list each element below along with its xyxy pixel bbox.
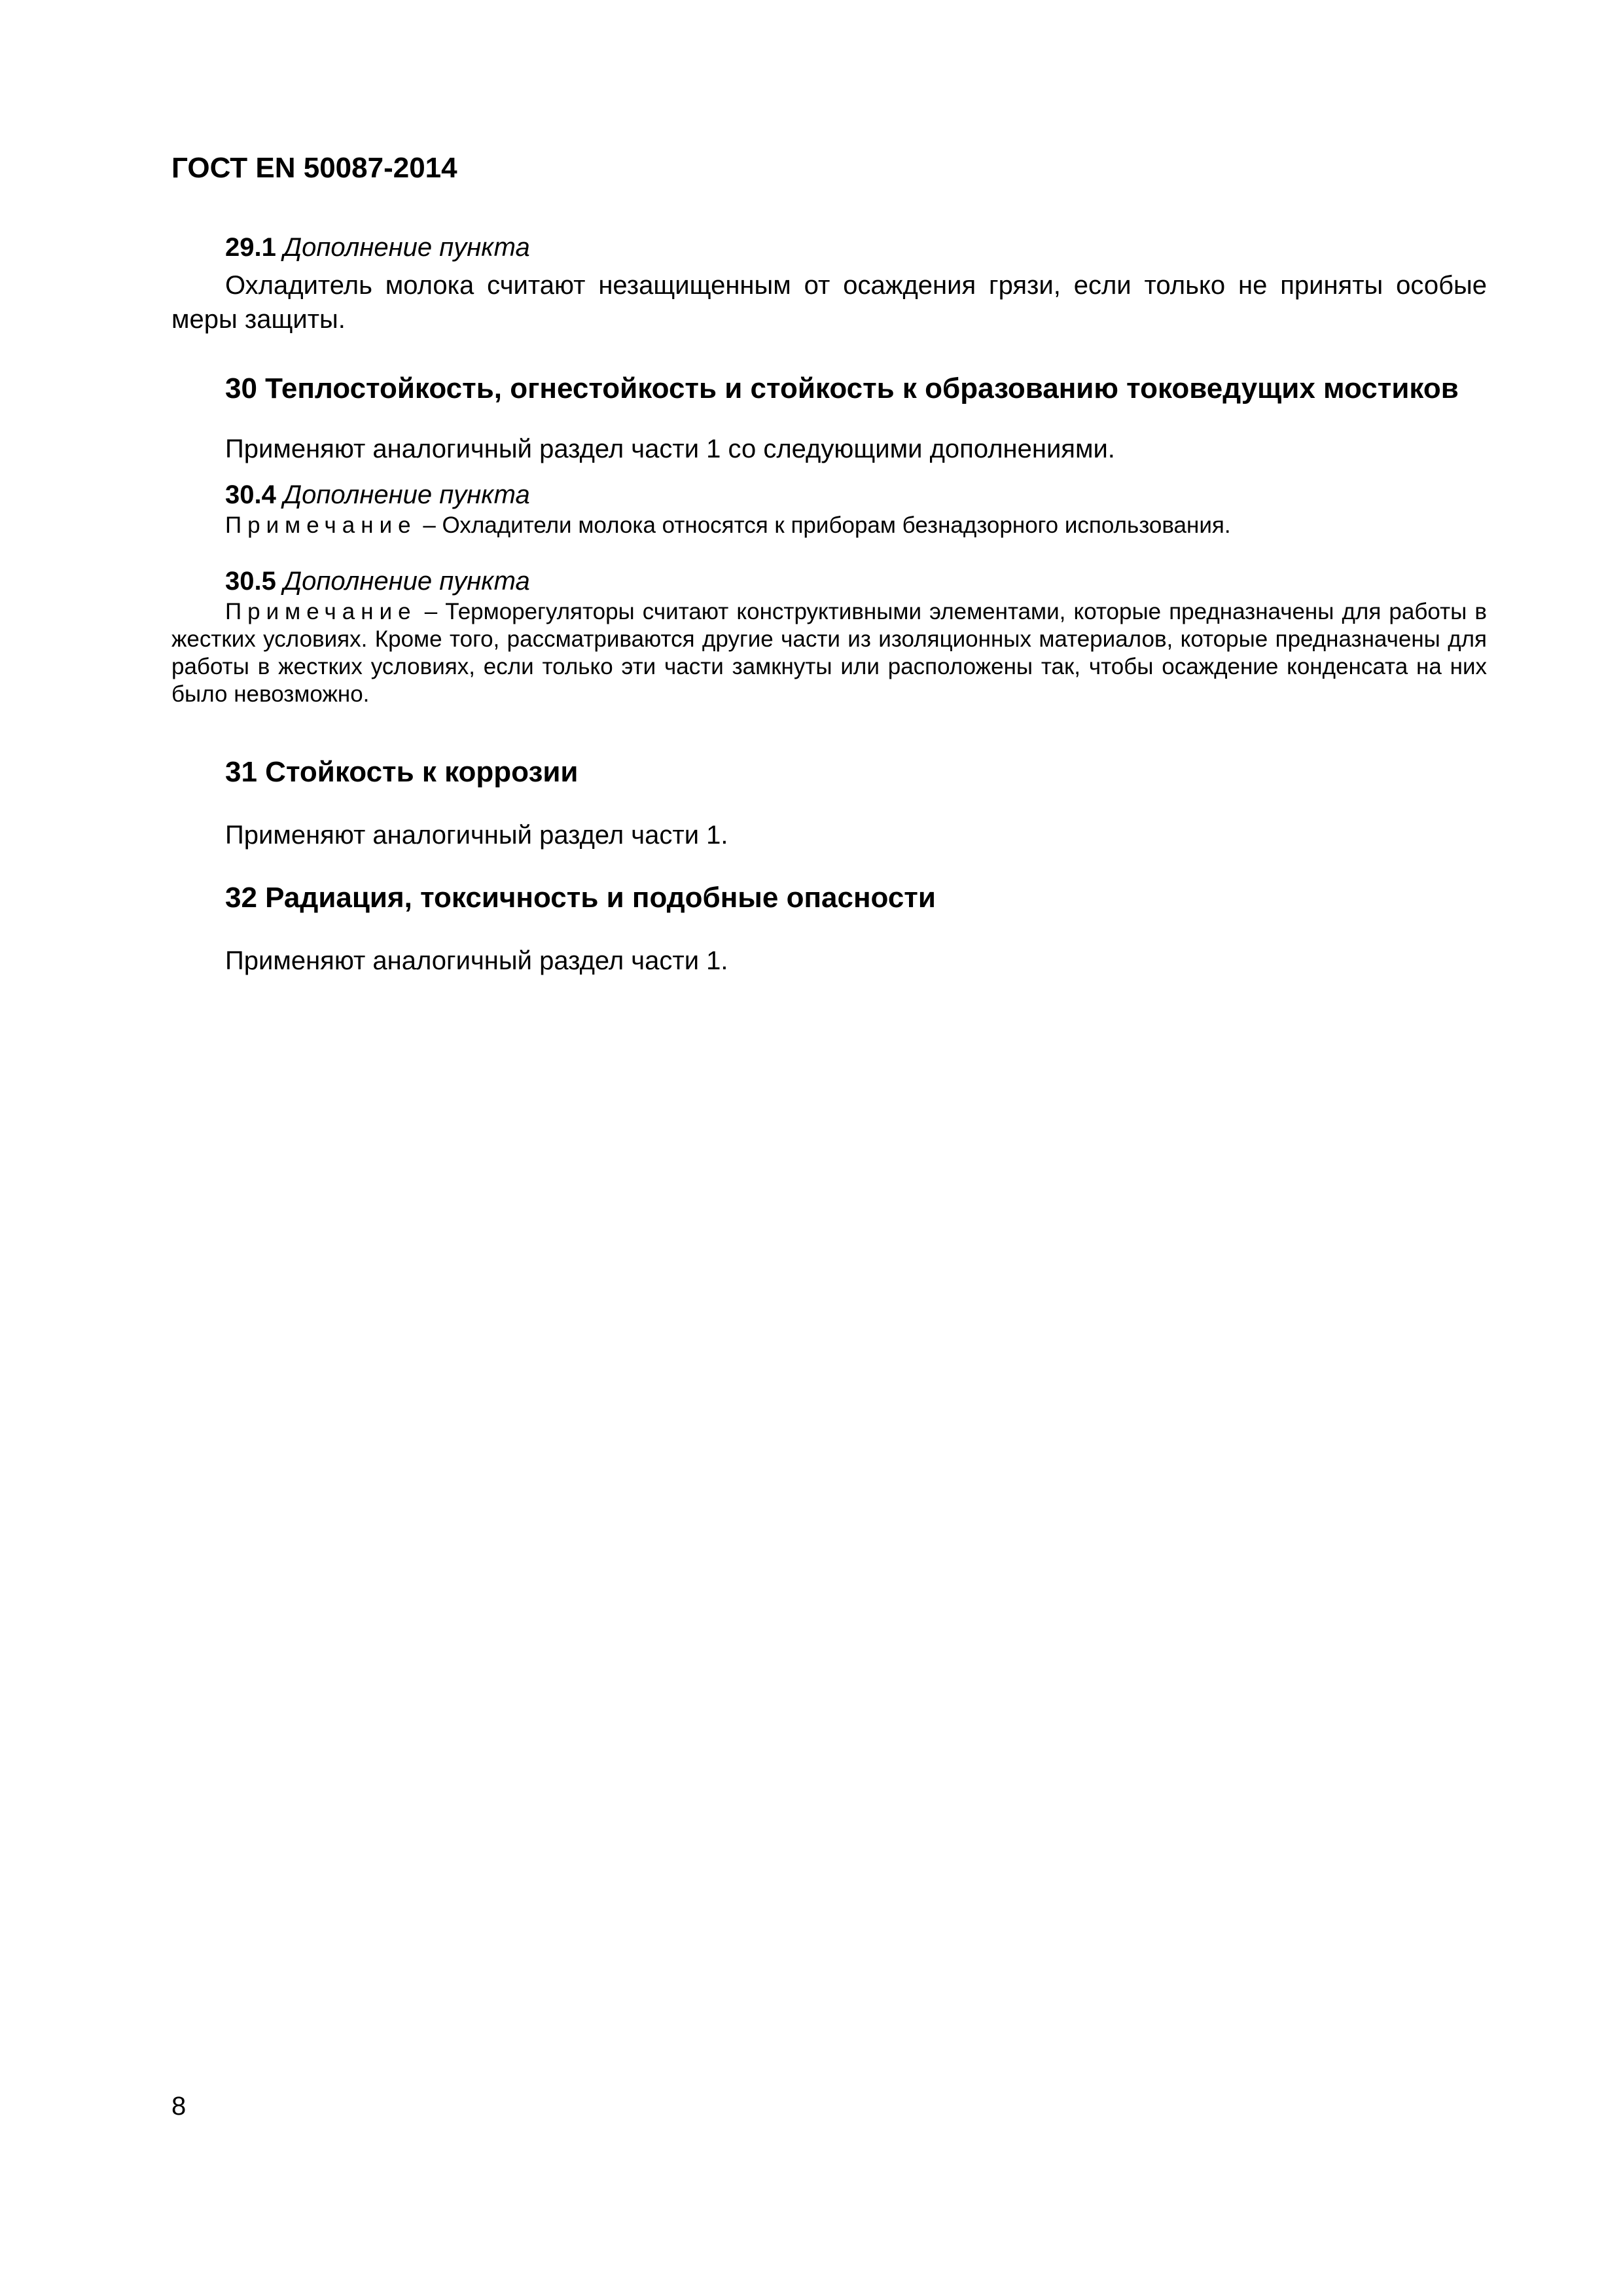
note-text: – Терморегуляторы считают конструктивными элементами, которые предназначены для работы в жестких условиях. Кроме того, рассматриваются другие части из изоляционных материалов, которые предназначены для работы в жестких условиях, если только эти части замкнуты или расположены так, чтобы осаждение конденсата на них было невозможно. — [171, 599, 1487, 707]
subsection-30-4 — [171, 478, 1487, 539]
subsection-number: 30.5 — [225, 567, 276, 596]
note-text: – Охладители молока относятся к приборам безнадзорного использования. — [416, 512, 1231, 538]
note — [171, 512, 1487, 539]
subsection-30-5 — [171, 564, 1487, 708]
subsection-heading — [171, 564, 1487, 598]
section-heading: 30 Теплостойкость, огнестойкость и стойкость к образованию токоведущих мостиков — [225, 372, 1459, 404]
section-heading: 31 Стойкость к коррозии — [225, 756, 579, 788]
note-label: Примечание — [225, 599, 417, 624]
subsection-title: Дополнение пункта — [283, 480, 530, 509]
section-32 — [171, 880, 1487, 978]
subsection-number: 30.4 — [225, 480, 276, 509]
note — [171, 598, 1487, 708]
section-31 — [171, 754, 1487, 852]
subsection-heading — [171, 230, 1487, 264]
paragraph: Применяют аналогичный раздел части 1. — [225, 946, 728, 975]
subsection-title: Дополнение пункта — [283, 233, 530, 262]
subsection-title: Дополнение пункта — [283, 567, 530, 596]
page-number: 8 — [171, 2092, 187, 2121]
subsection-heading — [171, 478, 1487, 512]
paragraph: Охладитель молока считают незащищенным от осаждения грязи, если только не приняты особые меры защиты. — [171, 271, 1487, 334]
document-header: ГОСТ EN 50087-2014 — [171, 152, 457, 184]
section-heading: 32 Радиация, токсичность и подобные опасности — [225, 882, 936, 914]
section-30 — [171, 370, 1487, 466]
paragraph: Применяют аналогичный раздел части 1. — [225, 821, 728, 850]
subsection-number: 29.1 — [225, 233, 276, 262]
subsection-29-1 — [171, 230, 1487, 336]
paragraph: Применяют аналогичный раздел части 1 со следующими дополнениями. — [225, 435, 1115, 463]
note-label: Примечание — [225, 512, 417, 538]
